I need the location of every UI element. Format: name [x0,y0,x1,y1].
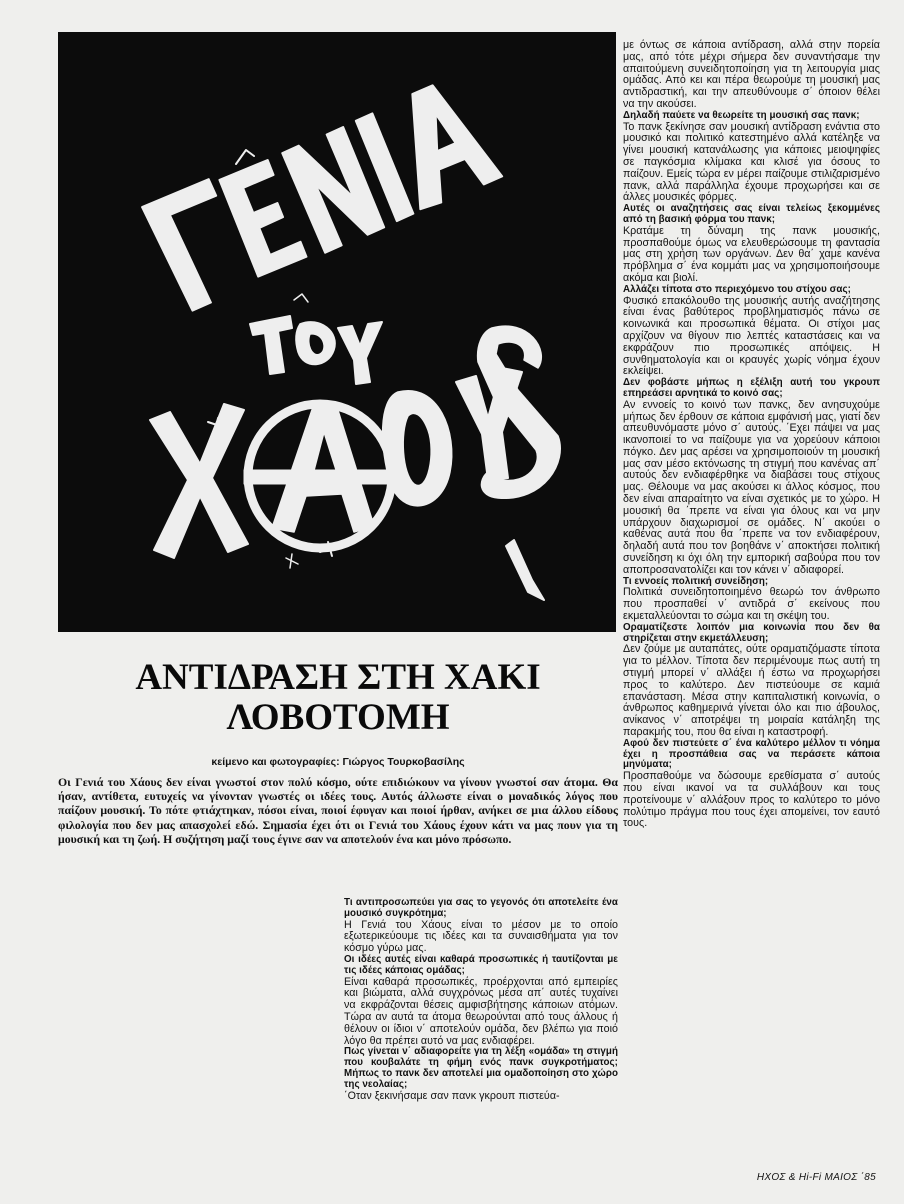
interview-answer: ΄Οταν ξεκινήσαμε σαν πανκ γκρουπ πιστεύα- [344,1089,560,1102]
band-logo-panel [58,32,616,632]
interview-question: Αφού δεν πιστεύετε σ΄ ένα καλύτερο μέλλον τι νόημα έχει η προσπάθεια σας να περάσετε κάποια μηνύματα; [623,737,880,771]
logo-word-tou [250,316,382,384]
article-byline: κείμενο και φωτογραφίες: Γιώργος Τουρκοβασίλης [211,756,465,768]
interview-question: Πως γίνεται ν΄ αδιαφορείτε για τη λέξη «ομάδα» τη στιγμή που κουβαλάτε τη φήμη ενός πανκ συγκροτήματος; Μήπως το πανκ δεν αποτελεί μια ομαδοποίηση στο χώρο της νεολαίας; [344,1046,618,1090]
interview-answer: Κρατάμε τη δύναμη της πανκ μουσικής, προσπαθούμε όμως να ελευθερώσουμε τη φαντασία μας στη χρήση των οργάνων. Δεν θα΄ χαμε κανένα πρόβλημα σ΄ ένα κομμάτι μας να χρησιμοποιήσουμε ακόμα και βιολί. [623,224,880,284]
interview-question: Οραματίζεστε λοιπόν μια κοινωνία που δεν θα στηρίζεται στην εκμετάλλευση; [623,621,880,644]
interview-question: Τι εννοείς πολιτική συνείδηση; [623,575,769,587]
interview-answer: Αν εννοείς το κοινό των πανκς, δεν ανησυχούμε μήπως δεν έρθουν σε κάποια εμφάνισή μας, γιατί δεν απευθυνόμαστε μόνο σ΄ αυτούς. ΄Εχει πάψει να μας ικανοποιεί το να παίζουμε για να χορεύουν κάποιοι πόγκο. Δεν μας αρέσει να χρησιμοποιούν τη μουσική μας σαν μέσο εκτόνωσης τη στιγμή που κανένας απ΄ αυτούς δεν ενδιαφέρθηκε να διαβάσει τους στίχους μας. Θέλουμε να μας ακούσει κι άλλος κόσμος, που δεν είναι απαραίτητο να είναι σχετικός με το χώρο. Η μουσική θα ΄πρεπε να είναι για όλους και να μην υπάρχουν διαχωρισμοί σε ομάδες. Ν΄ ακούει ο καθένας αυτά που θα ΄πρεπε να τον ενδιαφέρουν, δηλαδή αυτά που τον βοηθάνε ν΄ αποκτήσει πολιτική συνείδηση κι όχι όλη την εμπορική σαβούρα που τον αποπροσανατολίζει και τον κάνει ν΄ αδιαφορεί. [623,398,880,576]
interview-question: Δεν φοβάστε μήπως η εξέλιξη αυτή του γκρουπ επηρεάσει αρνητικά το κοινό σας; [623,377,880,399]
interview-answer: με όντως σε κάποια αντίδραση, αλλά στην πορεία μας, από τότε μέχρι σήμερα δεν συναντήσαμε την απαιτούμενη συνειδητοποίηση για τη λειτουργία μιας ομάδας. Από κει και πέρα θεωρούμε τη μουσική μας αντιδραστική, και την απευθύνουμε σ΄ όποιον θέλει να την ακούσει. [623,39,880,110]
page-footer: ΗΧΟΣ & Hi-Fi ΜΑΙΟΣ ΄85 [756,1172,876,1183]
interview-answer: Η Γενιά του Χάους είναι το μέσον με το οποίο εξωτερικεύουμε τις ιδέες και τα συναισθήματα για τον κόσμο γύρω μας. [344,918,618,955]
interview-answer: Φυσικό επακόλουθο της μουσικής αυτής αναζήτησης είναι ένας βαθύτερος προβληματισμός πάνω σε κοινωνικά και προσωπικά θέματα. Οι στίχοι μας αρχίζουν να θίγουν πιο λεπτές καταστάσεις και να εκφράζουν πιο προσωπικές απόψεις. Η συνθηματολογία και οι κραυγές χωρίς νόημα έχουν εκλείψει. [623,294,880,378]
interview-column-right [623,40,880,830]
interview-answer: Είναι καθαρά προσωπικές, προέρχονται από εμπειρίες και βιώματα, αλλά συγχρόνως μέσα απ΄ αυτές τυχαίνει να εκφράζονται θέσεις αμφισβήτησης κάποιων ατόμων. Τώρα αν αυτά τα άτομα θεωρούνται από τους άλλους ή θέλουν οι ίδιοι ν΄ αποτελούν ομάδα, δεν βλέπω για ποιό λόγο θα πρέπει αυτό να μας ενδιαφέρει. [344,975,618,1047]
article-title-line1: ΑΝΤΙΔΡΑΣΗ ΣΤΗ ΧΑΚΙ [135,657,541,698]
article-intro: Οι Γενιά του Χάους δεν είναι γνωστοί στον πολύ κόσμο, ούτε επιδιώκουν να γίνουν γνωστοί σαν άτομα. Θα ήσαν, αντίθετα, ευτυχείς να γίνονταν γνωστές οι ιδέες τους. Αυτός άλλωστε είναι ο μοναδικός λόγος που παίζουν μουσική. Το πότε φτιάχτηκαν, πόσοι είναι, ποιοί έφυγαν και ποιοί ήρθαν, ανήκει σε μια άλλου είδους φιλολογία που δεν μας απασχολεί εδώ. Σημασία έχει ότι οι Γενιά του Χάους έχουν κάτι να μας πουν για τη μουσική και τη ζωή. Η συζήτηση μαζί τους έγινε σαν να αποτελούν ένα και μόνο πρόσωπο. [58,775,618,846]
logo-word-genia [134,74,512,316]
interview-column-left [344,898,618,1102]
interview-question: Δηλαδή παύετε να θεωρείτε τη μουσική σας πανκ; [623,109,860,121]
article-title [58,658,618,738]
interview-answer: Δεν ζούμε με αυταπάτες, ούτε οραματιζόμαστε τίποτα για το μέλλον. Τίποτα δεν περιμένουμε πως αυτή τη στιγμή μπορεί ν΄ αλλάξει ή έστω να προχωρήσει προς το καλύτερο. Δεν πιστεύουμε σε καμιά επανάσταση. Μέσα στην καπιταλιστική κοινωνία, ο άνθρωπος καθημερινά γίνεται όλο και πιο άβουλος, ανίκανος ν΄ αποτρέψει τη μοιραία κατάληξη της παρακμής του, που θα είναι η καταστροφή. [623,643,880,739]
band-logo-artwork [58,32,616,632]
interview-question: Αλλάζει τίποτα στο περιεχόμενο του στίχου σας; [623,283,851,295]
interview-answer: Το πανκ ξεκίνησε σαν μουσική αντίδραση ενάντια στο μουσικό και πολιτικό κατεστημένο αλλά κατέληξε να γίνει μουσική κατανάλωσης για κάποιες μειοψηφίες σε παγκόσμια κλίμακα και κλισέ για όσους το παίζουν. Εμείς τώρα εν μέρει παίζουμε στιλιζαρισμένο πανκ, αλλά παράλληλα έχουμε προχωρήσει και σε άλλες μουσικές φόρμες. [623,120,880,204]
article-title-line2: ΛΟΒΟΤΟΜΗ [226,697,450,738]
interview-answer: Πολιτικά συνειδητοποιημένο θεωρώ τον άνθρωπο που προσπαθεί ν΄ αντιδρά σ΄ εκείνους που εκμεταλλεύονται το σώμα και τη σκέψη του. [623,586,880,623]
interview-question: Οι ιδέες αυτές είναι καθαρά προσωπικές ή ταυτίζονται με τις ιδέες κάποιας ομάδας; [344,953,618,976]
interview-question: Τι αντιπροσωπεύει για σας το γεγονός ότι αποτελείτε ένα μουσικό συγκρότημα; [344,897,618,919]
interview-answer: Προσπαθούμε να δώσουμε ερεθίσματα σ΄ αυτούς που είναι ικανοί να τα συλλάβουν και τους προτείνουμε ν΄ αλλάξουν προς το καλύτερο το μόνο πολύτιμο πράγμα που τους έχει απομείνει, τον εαυτό τους. [623,770,880,830]
interview-question: Αυτές οι αναζητήσεις σας είναι τελείως ξεκομμένες από τη βασική φόρμα του πανκ; [623,203,880,225]
